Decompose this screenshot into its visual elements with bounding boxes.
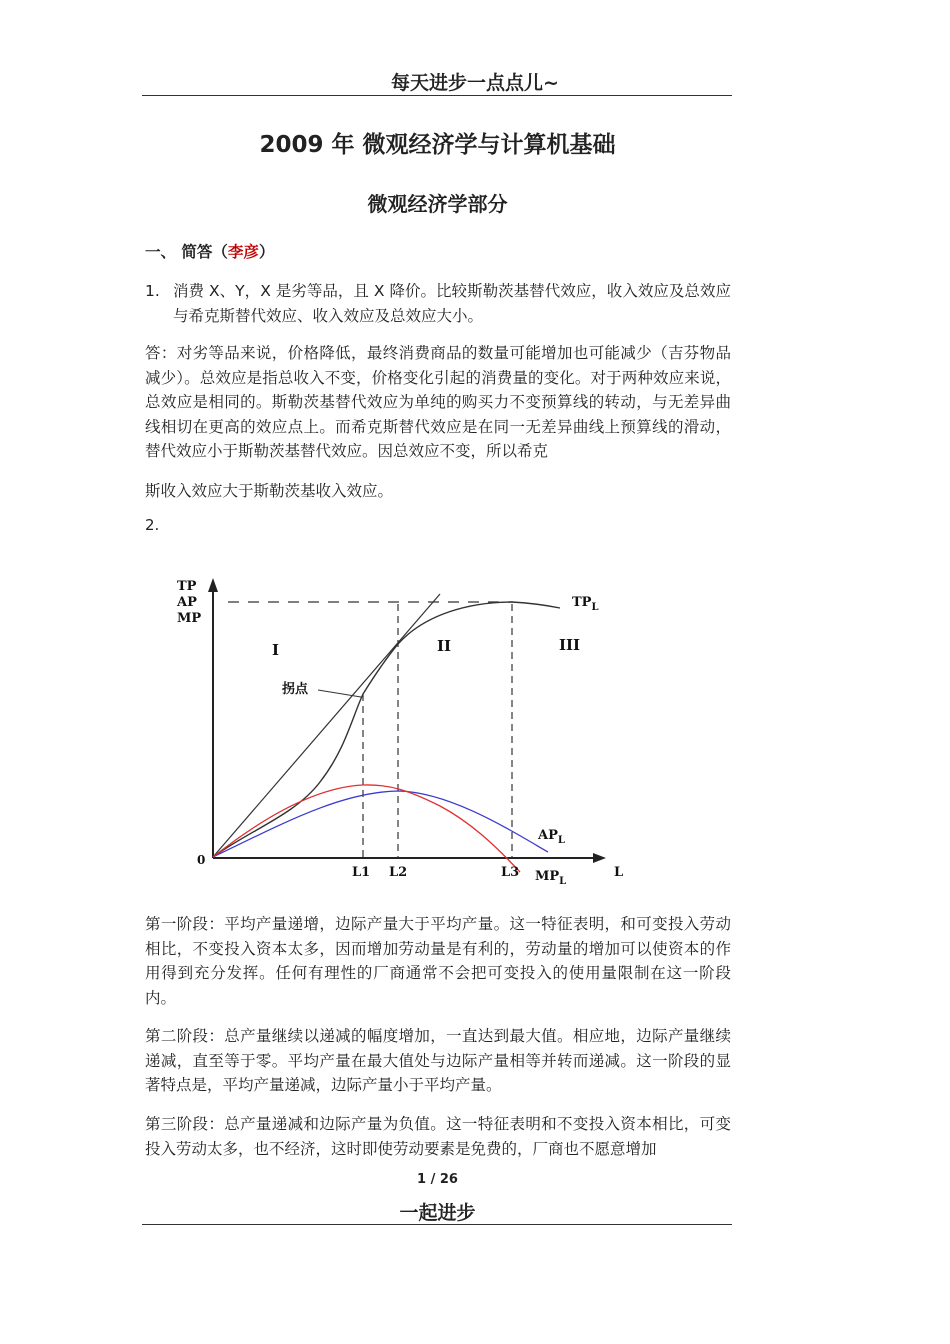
header-rule <box>142 95 732 96</box>
mp-label-sub: L <box>559 876 567 887</box>
section-subtitle: 微观经济学部分 <box>367 192 508 216</box>
question-2-number: 2. <box>145 516 160 534</box>
tick-l1: L1 <box>352 865 371 880</box>
origin-label: 0 <box>197 853 206 867</box>
region-label-i: I <box>272 641 280 659</box>
question-1 <box>145 279 731 329</box>
tick-l3: L3 <box>501 865 520 880</box>
mp-label-main: MP <box>535 869 560 884</box>
tangent-ray <box>213 594 440 857</box>
tp-curve <box>213 602 560 857</box>
answer-1: 答：对劣等品来说，价格降低，最终消费商品的数量可能增加也可能减少（吉芬物品减少）。总效应是指总收入不变，价格变化引起的消费量的变化。对于两种效应来说，总效应是相同的。斯勒茨基替代效应为单纯的购买力不变预算线的转动，与无差异曲线相切在更高的效应点上。而希克斯替代效应是在同一无差异曲线上预算线的滑动，替代效应小于斯勒茨基替代效应。因总效应不变，所以希克 <box>145 344 731 460</box>
ap-label-sub: L <box>557 835 565 846</box>
page-footer: 一起进步 <box>399 1202 476 1224</box>
y-axis-arrow <box>208 578 218 592</box>
section-author: 李彦 <box>227 243 259 261</box>
production-chart <box>165 570 635 900</box>
region-label-ii: II <box>437 637 452 655</box>
tp-label-sub: L <box>591 602 599 613</box>
question-1-number: 1. <box>145 282 160 300</box>
section-heading-prefix: 一、 简答（ <box>145 243 228 261</box>
question-1-text: 消费 X、Y，X 是劣等品，且 X 降价。比较斯勒茨基替代效应，收入效应及总效应与希克斯替代效应、收入效应及总效应大小。 <box>173 282 731 325</box>
page-number: 1 / 26 <box>417 1172 458 1187</box>
x-axis-arrow <box>593 853 606 863</box>
tick-l2: L2 <box>389 865 408 880</box>
ap-curve <box>213 791 548 857</box>
y-axis-label-ap: AP <box>177 595 197 610</box>
x-axis-label: L <box>614 865 624 880</box>
ap-label-main: AP <box>538 828 558 843</box>
y-axis-label-mp: MP <box>177 611 202 626</box>
document-title: 2009 年 微观经济学与计算机基础 <box>259 132 616 158</box>
y-axis-label-tp: TP <box>177 579 197 594</box>
stage-3-paragraph: 第三阶段：总产量递减和边际产量为负值。这一特征表明和不变投入资本相比，可变投入劳动太多，也不经济，这时即使劳动要素是免费的，厂商也不愿意增加 <box>145 1115 731 1158</box>
section-heading <box>145 240 274 262</box>
inflection-label: 拐点 <box>282 682 309 697</box>
tp-label <box>572 595 598 613</box>
tp-label-main: TP <box>572 595 592 610</box>
section-heading-suffix: ） <box>258 243 275 261</box>
region-label-iii: III <box>559 636 581 654</box>
ap-label <box>537 828 565 846</box>
footer-rule <box>142 1224 732 1225</box>
stage-2-paragraph: 第二阶段：总产量继续以递减的幅度增加，一直达到最大值。相应地，边际产量继续递减，直至等于零。平均产量在最大值处与边际产量相等并转而递减。这一阶段的显著特点是，平均产量递减，边际产量小于平均产量。 <box>145 1027 731 1094</box>
mp-label <box>535 869 566 887</box>
stage-1-paragraph: 第一阶段：平均产量递增，边际产量大于平均产量。这一特征表明，和可变投入劳动相比，不变投入资本太多，因而增加劳动量是有利的，劳动量的增加可以使资本的作用得到充分发挥。任何有理性的厂商通常不会把可变投入的使用量限制在这一阶段内。 <box>145 915 731 1007</box>
answer-1-last-line: 斯收入效应大于斯勒茨基收入效应。 <box>145 482 394 500</box>
page-header: 每天进步一点点儿~ <box>391 72 559 94</box>
